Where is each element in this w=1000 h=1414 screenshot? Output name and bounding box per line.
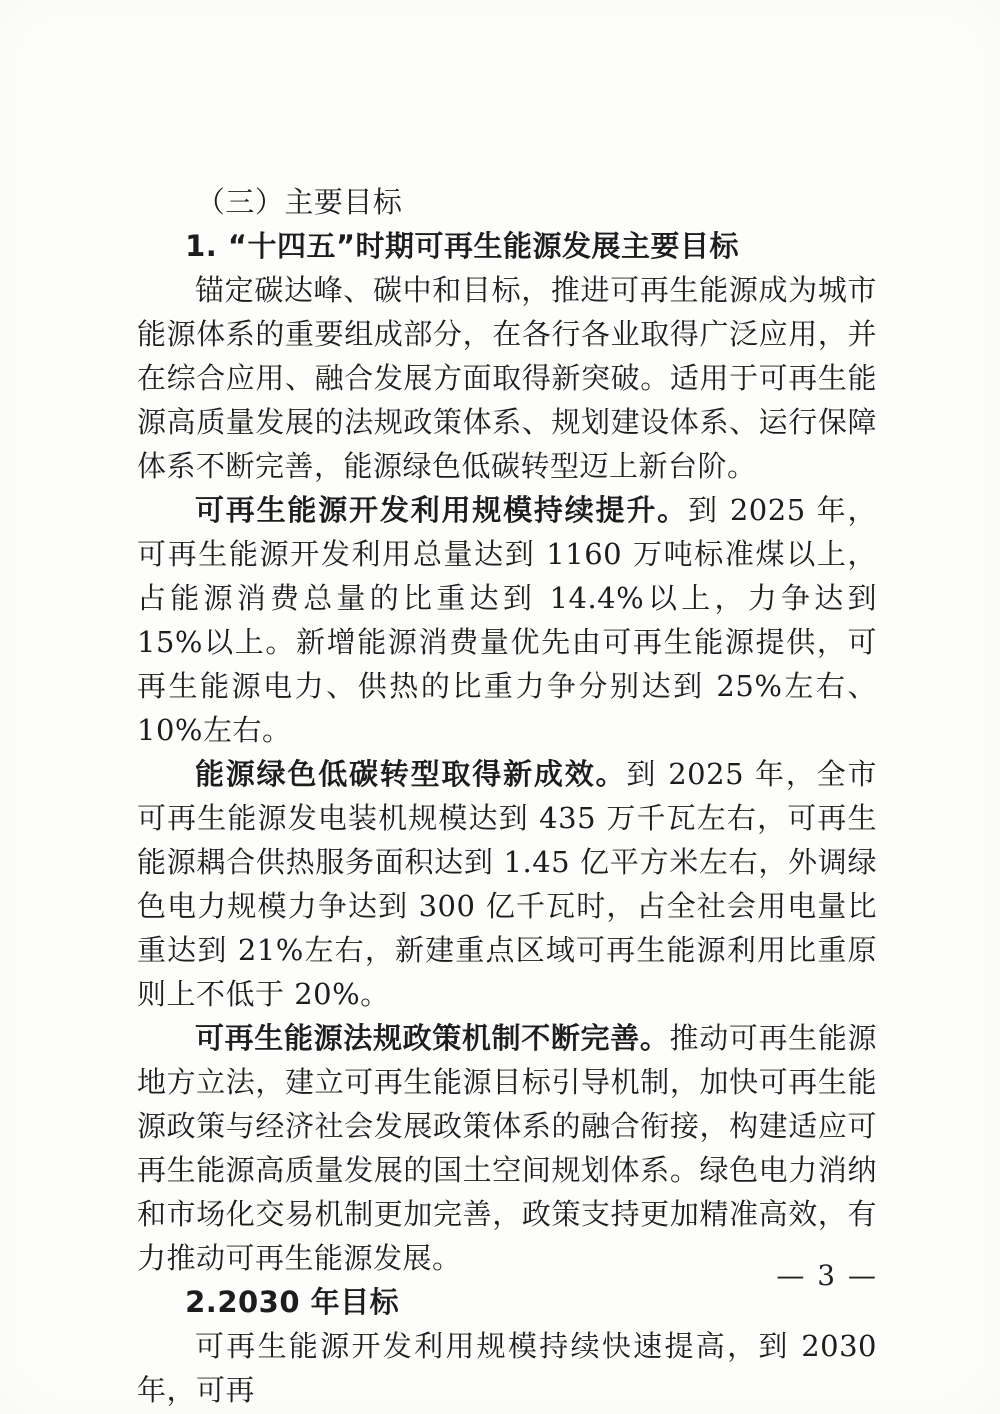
paragraph-text: 锚定碳达峰、碳中和目标，推进可再生能源成为城市能源体系的重要组成部分，在各行各业取得广泛应用，并在综合应用、融合发展方面取得新突破。适用于可再生能源高质量发展的法规政策体系、规划建设体系、运行保障体系不断完善，能源绿色低碳转型迈上新台阶。 bbox=[137, 273, 877, 483]
paragraph-text: 到 2025 年，可再生能源开发利用总量达到 1160 万吨标准煤以上，占能源消费总量的比重达到 14.4%以上，力争达到 15%以上。新增能源消费量优先由可再生能源提供，可再生能源电力、供热的比重力争分别达到 25%左右、10%左右。 bbox=[137, 493, 877, 747]
paragraph-lead: 能源绿色低碳转型取得新成效。 bbox=[195, 757, 627, 791]
paragraph-lead: 可再生能源开发利用规模持续提升。 bbox=[195, 493, 688, 527]
paragraph-lead: 可再生能源法规政策机制不断完善。 bbox=[195, 1021, 670, 1055]
paragraph-text: 推动可再生能源地方立法，建立可再生能源目标引导机制，加快可再生能源政策与经济社会发展政策体系的融合衔接，构建适应可再生能源高质量发展的国土空间规划体系。绿色电力消纳和市场化交易机制更加完善，政策支持更加精准高效，有力推动可再生能源发展。 bbox=[137, 1021, 877, 1275]
section-heading: （三）主要目标 bbox=[195, 185, 403, 219]
document-body bbox=[137, 180, 877, 1412]
paragraph-text: 到 2025 年，全市可再生能源发电装机规模达到 435 万千瓦左右，可再生能源耦合供热服务面积达到 1.45 亿平方米左右，外调绿色电力规模力争达到 300 亿千瓦时，占全社会用电量比重达到 21%左右，新建重点区域可再生能源利用比重原则上不低于 20%。 bbox=[137, 757, 877, 1011]
subsection-2-heading: 2.2030 年目标 bbox=[185, 1285, 400, 1319]
subsection-1-heading: 1. “十四五”时期可再生能源发展主要目标 bbox=[185, 229, 740, 263]
paragraph bbox=[137, 268, 877, 488]
paragraph bbox=[137, 1324, 877, 1412]
paragraph bbox=[137, 1016, 877, 1280]
paragraph bbox=[137, 752, 877, 1016]
page-number: — 3 — bbox=[776, 1259, 878, 1292]
paragraph-text: 可再生能源开发利用规模持续快速提高，到 2030 年，可再 bbox=[137, 1329, 877, 1407]
paragraph bbox=[137, 488, 877, 752]
